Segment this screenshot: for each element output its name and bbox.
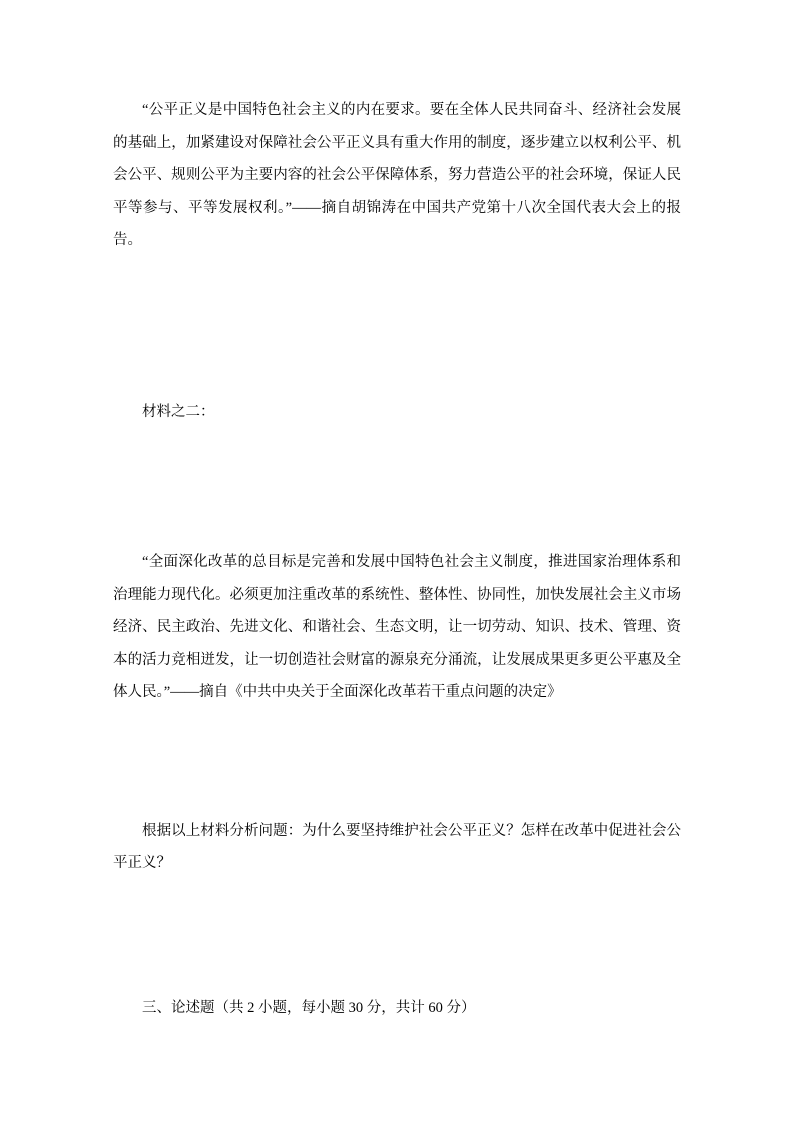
material-2-label: 材料之二： (142, 403, 215, 420)
analysis-question-paragraph: 根据以上材料分析问题：为什么要坚持维护社会公平正义？怎样在改革中促进社会公平正义？ (113, 822, 681, 871)
section-3-essay-heading: 三、论述题（共 2 小题，每小题 30 分，共计 60 分） (142, 999, 476, 1016)
material-2-paragraph: “全面深化改革的总目标是完善和发展中国特色社会主义制度，推进国家治理体系和治理能力现代化。必须更加注重改革的系统性、整体性、协同性，加快发展社会主义市场经济、民主政治、先进文化、和谐社会、生态文明，让一切劳动、知识、技术、管理、资本的活力竞相迸发，让一切创造社会财富的源泉充分涌流，让发展成果更多更公平惠及全体人民。”——摘自《中共中央关于全面深化改革若干重点问题的决定》 (113, 554, 681, 700)
material-1-paragraph: “公平正义是中国特色社会主义的内在要求。要在全体人民共同奋斗、经济社会发展的基础上，加紧建设对保障社会公平正义具有重大作用的制度，逐步建立以权利公平、机会公平、规则公平为主要内容的社会公平保障体系，努力营造公平的社会环境，保证人民平等参与、平等发展权利。”——摘自胡锦涛在中国共产党第十八次全国代表大会上的报告。 (113, 102, 681, 248)
